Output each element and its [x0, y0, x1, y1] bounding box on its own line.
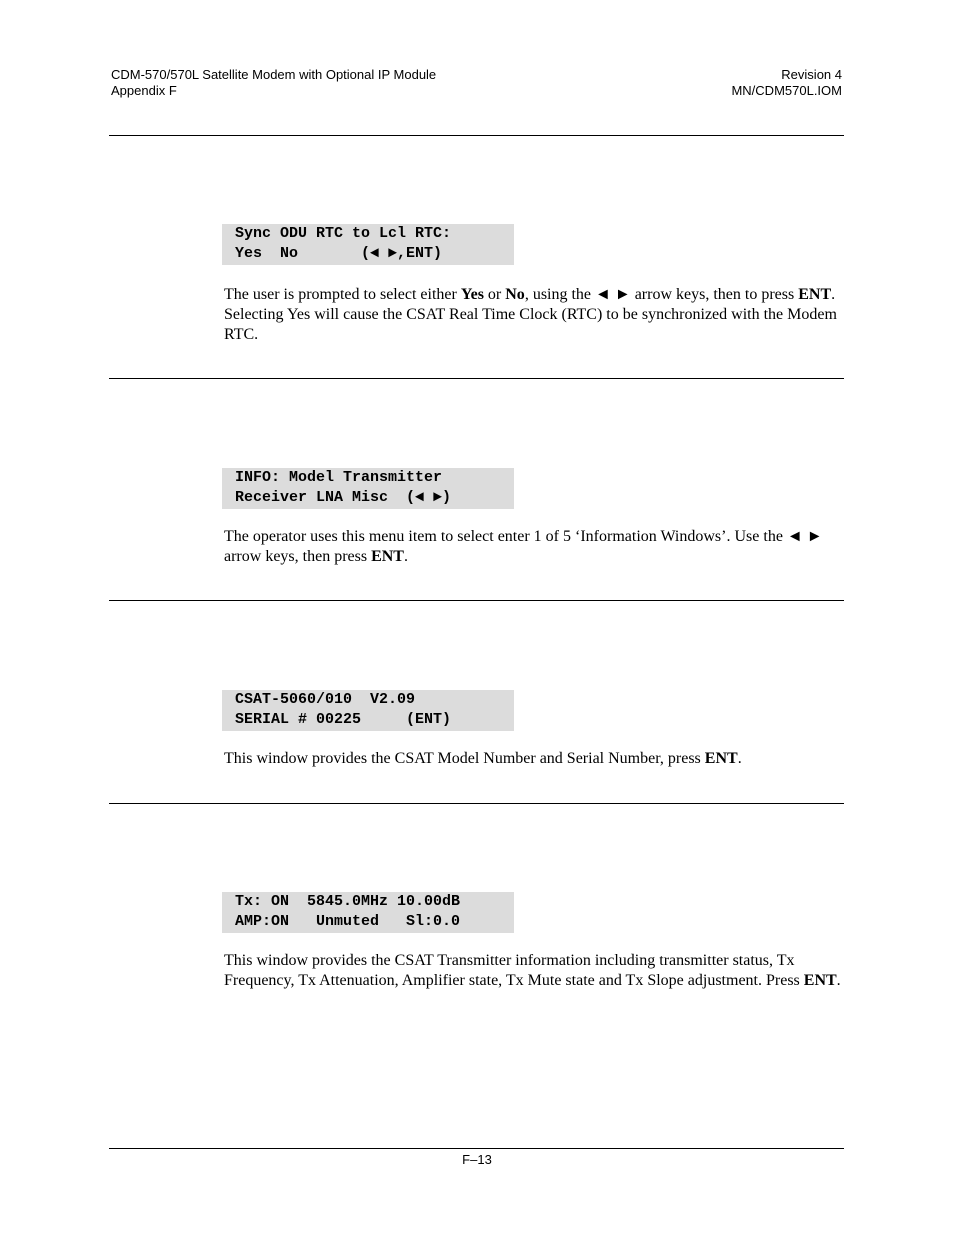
text-run: . Selecting Yes will cause the CSAT Real Time Clock (RTC) to be synchronized with the Modem RTC.: [224, 286, 837, 343]
bold-term: ENT: [371, 548, 404, 565]
section-divider: [109, 600, 844, 601]
text-run: This window provides the CSAT Model Number and Serial Number, press: [224, 750, 705, 767]
lcd-line-1: CSAT-5060/010 V2.09: [235, 691, 416, 708]
paragraph-sync-rtc: [224, 285, 849, 345]
document-number: MN/CDM570L.IOM: [731, 83, 842, 98]
document-title: CDM-570/570L Satellite Modem with Optional IP Module: [111, 67, 437, 82]
text-run: .: [403, 548, 408, 565]
lcd-display-model-serial: [222, 690, 514, 731]
paragraph-model-serial: [224, 749, 849, 769]
section-divider: [109, 378, 844, 379]
text-run: or: [483, 286, 506, 303]
section-divider: [109, 803, 844, 804]
text-run: .: [836, 972, 841, 989]
bold-term: ENT: [798, 286, 832, 303]
footer-divider: [109, 1148, 844, 1149]
paragraph-info-menu: [224, 527, 849, 567]
lcd-line-1: Sync ODU RTC to Lcl RTC:: [235, 225, 452, 242]
paragraph-transmitter: [224, 951, 849, 991]
lcd-line-2: AMP:ON Unmuted Sl:0.0: [235, 913, 461, 930]
lcd-display-info-menu: [222, 468, 514, 509]
lcd-line-1: INFO: Model Transmitter: [235, 469, 443, 486]
lcd-line-2: Receiver LNA Misc (◄ ►): [235, 489, 452, 506]
lcd-line-2: SERIAL # 00225 (ENT): [235, 711, 452, 728]
text-run: The user is prompted to select either: [224, 286, 461, 303]
header-right: [731, 67, 842, 99]
lcd-line-1: Tx: ON 5845.0MHz 10.00dB: [235, 893, 461, 910]
section-divider: [109, 135, 844, 136]
text-run: The operator uses this menu item to select enter 1 of 5 ‘Information Windows’. Use the ◄ ► arrow keys, then press: [224, 528, 823, 565]
bold-term: ENT: [704, 750, 738, 767]
lcd-display-sync-rtc: [222, 224, 514, 265]
bold-term: ENT: [803, 972, 837, 989]
bold-term: No: [505, 286, 525, 303]
text-run: This window provides the CSAT Transmitter information including transmitter status, Tx Frequency, Tx Attenuation, Amplifier state, Tx Mute state and Tx Slope adjustment. Press: [224, 952, 804, 989]
bold-term: Yes: [460, 286, 484, 303]
revision-label: Revision 4: [781, 67, 842, 82]
text-run: , using the ◄ ► arrow keys, then to press: [524, 286, 799, 303]
page-number: F–13: [462, 1152, 492, 1167]
header-left: [111, 67, 436, 99]
lcd-line-2: Yes No (◄ ►,ENT): [235, 245, 443, 262]
text-run: .: [737, 750, 742, 767]
lcd-display-transmitter: [222, 892, 514, 933]
appendix-label: Appendix F: [111, 83, 177, 98]
